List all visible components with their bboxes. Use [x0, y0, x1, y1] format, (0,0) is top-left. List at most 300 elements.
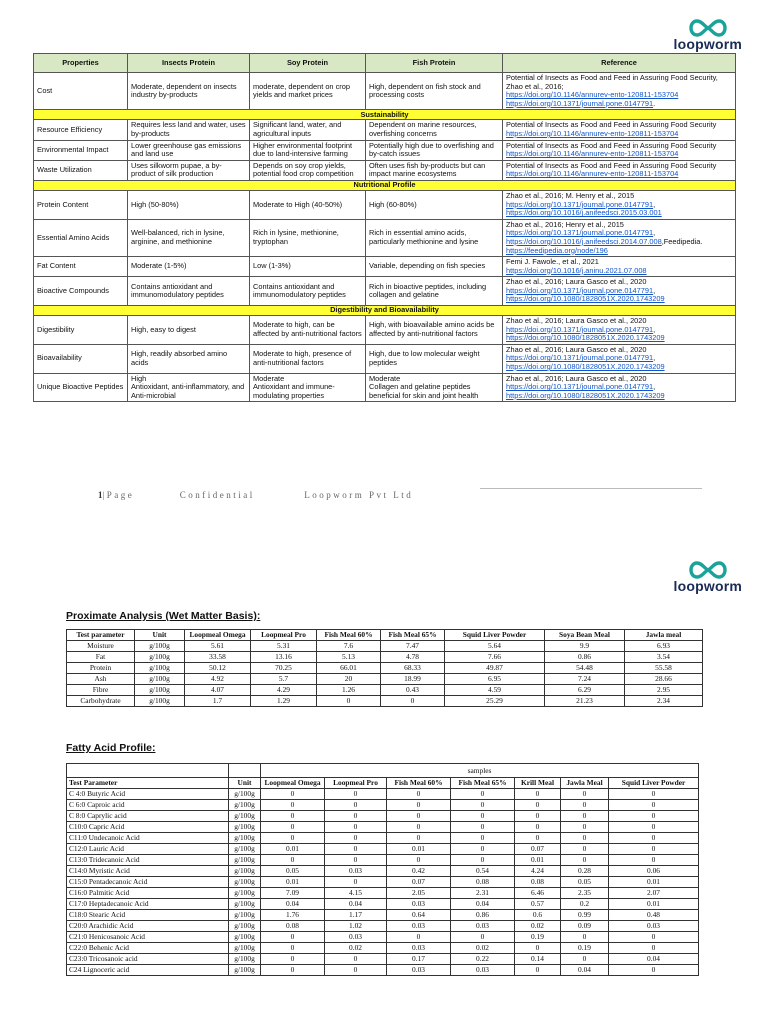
table-cell: C10:0 Capric Acid	[67, 822, 229, 833]
page-footer	[98, 490, 413, 500]
reference-link[interactable]: https://doi.org/10.1371/journal.pone.0147791	[506, 324, 654, 334]
table-row	[34, 257, 736, 277]
table-cell: 0.04	[451, 899, 515, 910]
table-cell: 0.03	[387, 921, 451, 932]
company-name: Loopworm Pvt Ltd	[304, 490, 414, 500]
table-cell	[366, 373, 503, 402]
table-row	[34, 219, 736, 256]
reference-text: Femi J. Fawole., et al., 2021	[506, 257, 599, 267]
table-cell: 0	[451, 855, 515, 866]
table-cell: g/100g	[229, 811, 261, 822]
section-row	[34, 110, 736, 120]
page-label: |Page	[102, 490, 135, 500]
reference-cell	[503, 73, 736, 110]
reference-link[interactable]: https://doi.org/10.1080/1828051X.2020.1743209	[506, 294, 665, 304]
table-row	[34, 277, 736, 306]
table-cell: 0.43	[381, 685, 445, 696]
table-cell: 0.04	[325, 899, 387, 910]
table-cell: 0	[609, 932, 699, 943]
cell-text: Contains antioxidant and immunomodulatory peptides	[131, 281, 224, 300]
table-cell: 4.29	[251, 685, 317, 696]
table-cell: 0	[387, 932, 451, 943]
table-cell	[250, 219, 366, 256]
table-cell: g/100g	[229, 910, 261, 921]
table-cell: 1.76	[261, 910, 325, 921]
cell-text: High, readily absorbed amino acids	[131, 349, 228, 367]
reference-link[interactable]: https://doi.org/10.1080/1828051X.2020.1743209	[506, 333, 665, 343]
reference-link[interactable]: https://doi.org/10.1371/journal.pone.0147791	[506, 285, 654, 295]
table-cell: 0	[387, 789, 451, 800]
table-cell: 0	[325, 965, 387, 976]
table-cell: 0	[261, 833, 325, 844]
table-cell: g/100g	[135, 663, 185, 674]
table-row	[34, 316, 736, 345]
table-cell: C22:0 Behenic Acid	[67, 943, 229, 954]
table-cell: 18.99	[381, 674, 445, 685]
table-cell: 0.2	[561, 899, 609, 910]
table-cell: 0.01	[261, 844, 325, 855]
reference-text: Zhao et al., 2016; Laura Gasco et al., 2020	[506, 277, 647, 287]
reference-cell	[503, 373, 736, 402]
reference-cell	[503, 140, 736, 160]
table-cell	[366, 277, 503, 306]
table-cell: 0.08	[451, 877, 515, 888]
cell-text: Significant land, water, and agricultural inputs	[253, 120, 342, 138]
table-cell: C12:0 Lauric Acid	[67, 844, 229, 855]
table-row	[67, 833, 699, 844]
cell-text: Moderate to High (40-50%)	[253, 199, 343, 209]
reference-text: Zhao et al., 2016; Laura Gasco et al., 2020	[506, 316, 647, 326]
table-cell: 0	[561, 932, 609, 943]
table-cell: 0.19	[515, 932, 561, 943]
confidential-label: Confidential	[179, 490, 255, 500]
table-cell: Carbohydrate	[67, 696, 135, 707]
reference-text: ,	[653, 382, 656, 392]
table-cell: 7.09	[261, 888, 325, 899]
table-cell: 0	[261, 811, 325, 822]
reference-link[interactable]: https://doi.org/10.1080/1828051X.2020.1743209	[506, 390, 665, 400]
table-cell: 0.07	[387, 877, 451, 888]
table-cell: C 8:0 Caprylic acid	[67, 811, 229, 822]
table-cell: 0.04	[609, 954, 699, 965]
reference-cell	[503, 160, 736, 180]
cell-text: Antioxidant, anti-inflammatory, and Anti-microbial	[131, 382, 245, 400]
table-cell: 0	[325, 844, 387, 855]
table-cell: g/100g	[229, 855, 261, 866]
cell-text: Rich in essential amino acids, particularly methionine and lysine	[369, 228, 479, 246]
table-cell	[128, 344, 250, 373]
table-row	[67, 685, 703, 696]
table-cell: g/100g	[229, 822, 261, 833]
table-cell	[366, 160, 503, 180]
table-cell: 0	[515, 833, 561, 844]
table-cell: 5.13	[317, 652, 381, 663]
table-cell: 0	[451, 833, 515, 844]
table-cell: C17:0 Heptadecanoic Acid	[67, 899, 229, 910]
cell-text: Moderate	[253, 373, 285, 383]
table-cell	[128, 140, 250, 160]
table-cell: 0.09	[561, 921, 609, 932]
table-cell: 3.54	[625, 652, 703, 663]
section-label: Nutritional Profile	[34, 180, 736, 190]
table-row	[67, 866, 699, 877]
samples-spacer	[67, 764, 229, 778]
table-cell	[366, 344, 503, 373]
table-cell: 0	[515, 943, 561, 954]
table-cell: 0	[561, 833, 609, 844]
table-cell: 0.07	[515, 844, 561, 855]
reference-text: ,	[653, 228, 656, 238]
column-header: Soy Protein	[250, 54, 366, 73]
cell-text: Digestibility	[37, 324, 75, 334]
table-cell	[128, 219, 250, 256]
column-header: Unit	[229, 778, 261, 789]
table-cell: 0.64	[387, 910, 451, 921]
table-cell	[34, 373, 128, 402]
fatty-acid-heading: Fatty Acid Profile:	[66, 742, 156, 754]
column-header: Squid Liver Powder	[609, 778, 699, 789]
reference-link[interactable]: https://feedipedia.org/node/196	[506, 245, 608, 255]
reference-link[interactable]: https://doi.org/10.1146/annurev-ento-120811-153704	[506, 169, 679, 179]
table-cell: 7.47	[381, 641, 445, 652]
table-cell: 2.34	[625, 696, 703, 707]
fatty-acid-table	[66, 763, 699, 976]
table-cell	[250, 277, 366, 306]
reference-cell	[503, 120, 736, 140]
table-cell: 0	[609, 800, 699, 811]
table-cell: 13.16	[251, 652, 317, 663]
reference-link[interactable]: https://doi.org/10.1371/journal.pone.0147791	[506, 199, 654, 209]
table-cell: 0.03	[451, 921, 515, 932]
table-cell: C 4:0 Butyric Acid	[67, 789, 229, 800]
cell-text: High, easy to digest	[131, 324, 196, 334]
table-cell: 68.33	[381, 663, 445, 674]
reference-link[interactable]: https://doi.org/10.1371/journal.pone.0147791	[506, 98, 654, 108]
cell-text: moderate, dependent on crop yields and market prices	[253, 81, 350, 100]
table-cell: 0.08	[515, 877, 561, 888]
proximate-analysis-table	[66, 629, 703, 707]
table-cell: C14:0 Myristic Acid	[67, 866, 229, 877]
table-row	[67, 641, 703, 652]
table-cell: 2.05	[387, 888, 451, 899]
table-cell: g/100g	[135, 696, 185, 707]
infinity-loop-icon	[685, 560, 731, 580]
table-cell: 0	[261, 954, 325, 965]
table-cell: 0.54	[451, 866, 515, 877]
table-cell	[34, 73, 128, 110]
table-cell	[34, 277, 128, 306]
table-cell: 0.03	[387, 943, 451, 954]
table-cell: 0	[325, 800, 387, 811]
table-cell: 0	[451, 800, 515, 811]
table-cell: C23:0 Tricosanoic acid	[67, 954, 229, 965]
reference-link[interactable]: https://doi.org/10.1016/j.anifeedsci.2014.07.008	[506, 236, 662, 246]
reference-cell	[503, 257, 736, 277]
table-cell: 0	[387, 811, 451, 822]
table-cell: 49.87	[445, 663, 545, 674]
table-cell	[128, 373, 250, 402]
column-header: Loopmeal Omega	[185, 630, 251, 641]
reference-text: ,	[653, 353, 656, 363]
table-cell: 0.02	[451, 943, 515, 954]
table-row	[67, 943, 699, 954]
table-cell: 0	[515, 811, 561, 822]
brand-name: loopworm	[673, 578, 742, 594]
reference-text: ,Feedipedia.	[661, 236, 703, 246]
table-row	[34, 73, 736, 110]
table-cell: 6.29	[545, 685, 625, 696]
reference-link[interactable]: https://doi.org/10.1146/annurev-ento-120811-153704	[506, 149, 679, 159]
reference-cell	[503, 277, 736, 306]
section-row	[34, 180, 736, 190]
loopworm-logo	[674, 560, 742, 594]
column-header: Loopmeal Omega	[261, 778, 325, 789]
reference-link[interactable]: https://doi.org/10.1371/journal.pone.0147791	[506, 382, 654, 392]
column-header: Loopmeal Pro	[325, 778, 387, 789]
table-cell: g/100g	[229, 932, 261, 943]
table-cell: 0.14	[515, 954, 561, 965]
table-cell: 54.48	[545, 663, 625, 674]
table-row	[34, 140, 736, 160]
table-cell: 0.03	[451, 965, 515, 976]
cell-text: Moderate, dependent on insects industry by-products	[131, 81, 237, 100]
table-cell: g/100g	[135, 641, 185, 652]
table-cell: 0.01	[515, 855, 561, 866]
table-cell: 7.66	[445, 652, 545, 663]
table-cell: 1.29	[251, 696, 317, 707]
table-cell: 0.03	[325, 932, 387, 943]
table-row	[67, 921, 699, 932]
table-cell: 0.01	[609, 899, 699, 910]
table-cell: 0.86	[545, 652, 625, 663]
table-cell: 4.78	[381, 652, 445, 663]
cell-text: Often uses fish by-products but can impact marine ecosystems	[369, 160, 486, 179]
table-cell: 0	[561, 844, 609, 855]
table-cell: 0	[515, 965, 561, 976]
table-cell: 0.17	[387, 954, 451, 965]
table-cell: 0.08	[261, 921, 325, 932]
table-cell: 0	[609, 822, 699, 833]
cell-text: High (60-80%)	[369, 199, 417, 209]
table-cell: g/100g	[135, 652, 185, 663]
table-cell: 0	[325, 811, 387, 822]
column-header: Squid Liver Powder	[445, 630, 545, 641]
cell-text: Uses silkworm pupae, a by-product of silk production	[131, 160, 222, 179]
column-header: Jawla meal	[625, 630, 703, 641]
table-cell: 0	[451, 822, 515, 833]
table-cell: 0.04	[261, 899, 325, 910]
table-cell: Fat	[67, 652, 135, 663]
table-cell: 0	[261, 855, 325, 866]
table-cell: 55.58	[625, 663, 703, 674]
table-cell: 0	[325, 833, 387, 844]
table-cell: 0	[387, 833, 451, 844]
table-cell: 1.7	[185, 696, 251, 707]
reference-text: ,	[653, 324, 656, 334]
table-cell	[128, 190, 250, 219]
reference-cell	[503, 316, 736, 345]
table-cell: 0	[609, 943, 699, 954]
cell-text: Unique Bioactive Peptides	[37, 382, 124, 392]
table-cell: 0	[451, 844, 515, 855]
table-cell: 21.23	[545, 696, 625, 707]
table-cell	[34, 219, 128, 256]
table-cell	[128, 316, 250, 345]
table-row	[67, 789, 699, 800]
table-cell: g/100g	[229, 899, 261, 910]
table-row	[34, 120, 736, 140]
table-cell: 0.02	[325, 943, 387, 954]
table-cell: 0	[261, 932, 325, 943]
table-row	[34, 373, 736, 402]
table-cell: 1.17	[325, 910, 387, 921]
table-cell: 9.9	[545, 641, 625, 652]
table-cell: 0	[609, 811, 699, 822]
reference-text: Potential of Insects as Food and Feed in Assuring Food Security	[506, 160, 717, 170]
cell-text: Moderate (1-5%)	[131, 261, 187, 271]
loopworm-logo	[674, 18, 742, 52]
cell-text: Antioxidant and immune-modulating properties	[253, 382, 335, 400]
table-cell	[128, 73, 250, 110]
table-cell: 0	[609, 789, 699, 800]
cell-text: Rich in bioactive peptides, including collagen and gelatine	[369, 281, 487, 300]
cell-text: Cost	[37, 85, 53, 95]
table-cell: g/100g	[135, 674, 185, 685]
table-row	[67, 899, 699, 910]
table-cell: 0	[325, 954, 387, 965]
table-cell: g/100g	[229, 844, 261, 855]
reference-cell	[503, 190, 736, 219]
table-row	[67, 822, 699, 833]
samples-spacer	[229, 764, 261, 778]
table-cell: 0	[609, 844, 699, 855]
table-cell: 0	[561, 811, 609, 822]
reference-text: Zhao et al., 2016; Laura Gasco et al., 2020	[506, 373, 647, 383]
column-header: Fish Meal 65%	[451, 778, 515, 789]
table-cell: g/100g	[135, 685, 185, 696]
table-cell: 4.92	[185, 674, 251, 685]
reference-link[interactable]: https://doi.org/10.1016/j.aninu.2021.07.008	[506, 265, 647, 275]
table-cell: g/100g	[229, 888, 261, 899]
table-cell: 0	[381, 696, 445, 707]
table-cell	[366, 316, 503, 345]
table-cell: 0	[561, 954, 609, 965]
cell-text: Environmental Impact	[37, 144, 109, 154]
table-cell: 0.02	[515, 921, 561, 932]
table-cell: g/100g	[229, 800, 261, 811]
table-cell: 5.61	[185, 641, 251, 652]
reference-link[interactable]: https://doi.org/10.1146/annurev-ento-120811-153704	[506, 90, 679, 100]
table-cell: g/100g	[229, 943, 261, 954]
table-cell: C16:0 Palmitic Acid	[67, 888, 229, 899]
cell-text: Variable, depending on fish species	[369, 261, 486, 271]
table-cell: 0.99	[561, 910, 609, 921]
reference-link[interactable]: https://doi.org/10.1146/annurev-ento-120811-153704	[506, 128, 679, 138]
reference-link[interactable]: https://doi.org/10.1080/1828051X.2020.1743209	[506, 362, 665, 372]
cell-text: Low (1-3%)	[253, 261, 291, 271]
table-cell	[34, 344, 128, 373]
table-cell: 0.03	[609, 921, 699, 932]
table-cell: 0	[317, 696, 381, 707]
page-number: 1	[98, 490, 103, 500]
reference-link[interactable]: https://doi.org/10.1371/journal.pone.0147791	[506, 228, 654, 238]
cell-text: Contains antioxidant and immunomodulatory peptides	[253, 281, 346, 300]
table-cell: 5.64	[445, 641, 545, 652]
table-cell: 20	[317, 674, 381, 685]
table-cell: 2.31	[451, 888, 515, 899]
table-cell: 6.95	[445, 674, 545, 685]
table-cell: 0.03	[387, 965, 451, 976]
column-header: Krill Meal	[515, 778, 561, 789]
table-cell	[366, 140, 503, 160]
table-row	[67, 932, 699, 943]
table-cell: C13:0 Tridecanoic Acid	[67, 855, 229, 866]
table-cell: 4.15	[325, 888, 387, 899]
table-cell: 7.24	[545, 674, 625, 685]
table-row	[67, 811, 699, 822]
table-cell: 1.26	[317, 685, 381, 696]
table-cell	[366, 120, 503, 140]
table-cell	[250, 373, 366, 402]
reference-text: Potential of Insects as Food and Feed in Assuring Food Security	[506, 140, 717, 150]
column-header: Insects Protein	[128, 54, 250, 73]
reference-text: Potential of Insects as Food and Feed in Assuring Food Security, Zhao et al., 2016;	[506, 73, 718, 91]
table-cell: g/100g	[229, 921, 261, 932]
reference-link[interactable]: https://doi.org/10.1371/journal.pone.0147791	[506, 353, 654, 363]
column-header: Fish Meal 65%	[381, 630, 445, 641]
cell-text: Fat Content	[37, 261, 76, 271]
table-cell: g/100g	[229, 866, 261, 877]
cell-text: Protein Content	[37, 199, 89, 209]
cell-text: Well-balanced, rich in lysine, arginine, and methionine	[131, 228, 225, 246]
table-row	[34, 160, 736, 180]
table-row	[67, 800, 699, 811]
table-cell: 66.01	[317, 663, 381, 674]
table-cell: 0.22	[451, 954, 515, 965]
reference-cell	[503, 219, 736, 256]
reference-text: Zhao et al., 2016; Laura Gasco et al., 2020	[506, 344, 647, 354]
cell-text: Bioactive Compounds	[37, 285, 109, 295]
table-cell: 33.58	[185, 652, 251, 663]
column-header: Test Parameter	[67, 778, 229, 789]
table-cell	[34, 190, 128, 219]
table-cell: 0	[451, 811, 515, 822]
table-cell: 5.31	[251, 641, 317, 652]
table-cell: Ash	[67, 674, 135, 685]
cell-text: Resource Efficiency	[37, 124, 103, 134]
table-cell: 0.03	[325, 866, 387, 877]
table-cell: 0	[451, 932, 515, 943]
table-row	[67, 888, 699, 899]
column-header: Properties	[34, 54, 128, 73]
cell-text: High, with bioavailable amino acids be affected by anti-nutritional factors	[369, 320, 495, 338]
table-cell: g/100g	[229, 877, 261, 888]
table-row	[67, 652, 703, 663]
table-cell: 0	[515, 800, 561, 811]
table-cell	[250, 73, 366, 110]
table-cell: 0	[561, 822, 609, 833]
cell-text: Essential Amino Acids	[37, 232, 110, 242]
table-cell: C24 Lignoceric acid	[67, 965, 229, 976]
reference-link[interactable]: https://doi.org/10.1016/j.anifeedsci.2015.03.001	[506, 208, 662, 218]
column-header: Fish Protein	[366, 54, 503, 73]
table-row	[67, 877, 699, 888]
cell-text: Moderate to high, presence of anti-nutritional factors	[253, 349, 352, 367]
table-cell: Protein	[67, 663, 135, 674]
table-cell	[366, 257, 503, 277]
table-cell	[34, 120, 128, 140]
table-cell: 0	[561, 800, 609, 811]
